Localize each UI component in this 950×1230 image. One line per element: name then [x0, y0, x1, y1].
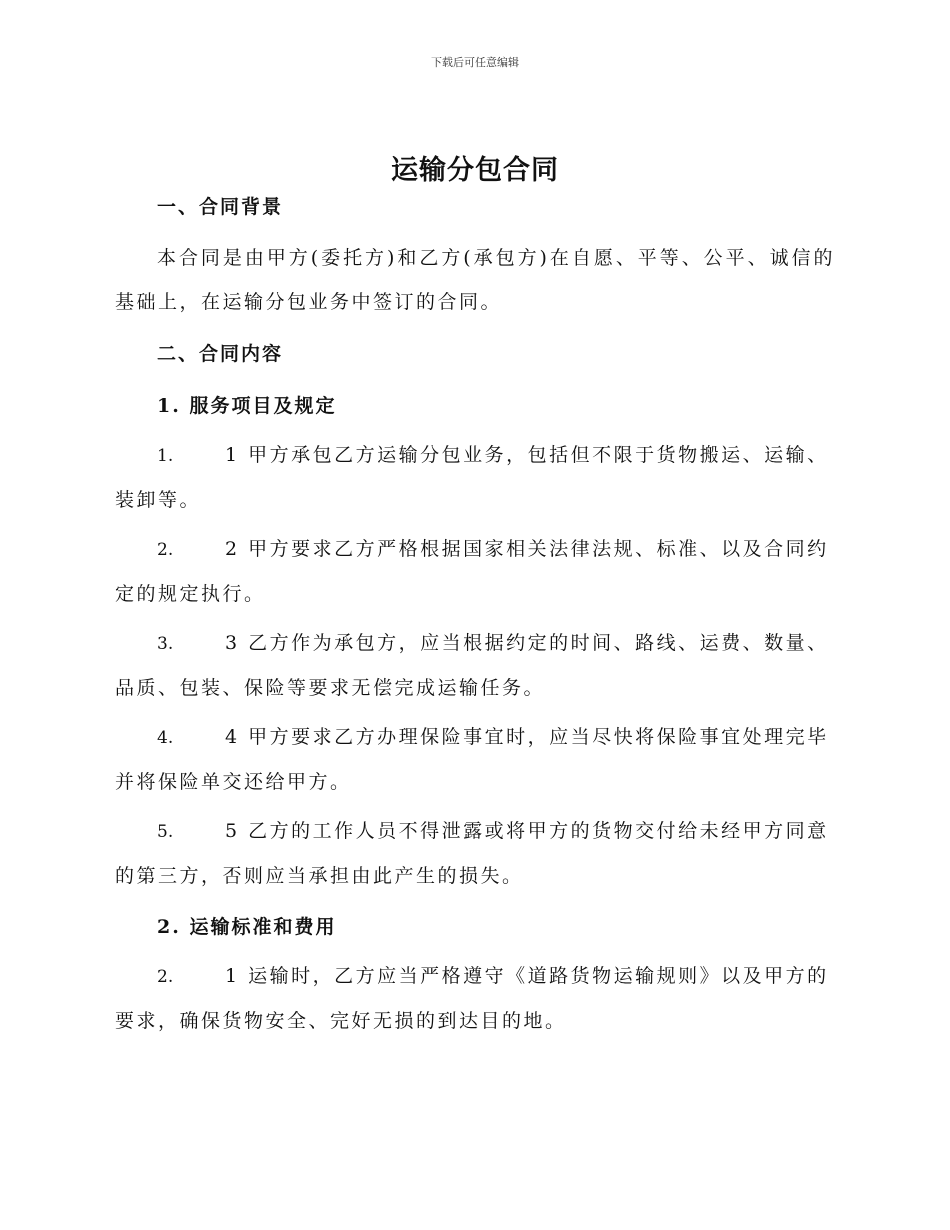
list-item-number: 2.	[157, 540, 174, 560]
list-item	[115, 621, 835, 710]
section-heading-background: 一、合同背景	[157, 196, 284, 218]
subsection-heading-standards: 2. 运输标准和费用	[157, 916, 337, 938]
list-item-text: 2 甲方要求乙方严格根据国家相关法律法规、标准、以及合同约定的规定执行。	[115, 538, 829, 605]
list-item-number: 5.	[157, 822, 174, 842]
list-item-number: 3.	[157, 634, 174, 654]
list-item-text: 1 运输时，乙方应当严格遵守《道路货物运输规则》以及甲方的要求，确保货物安全、完好无损的到达目的地。	[115, 965, 829, 1032]
subsection-heading-services: 1. 服务项目及规定	[157, 395, 337, 417]
list-item-text: 3 乙方作为承包方，应当根据约定的时间、路线、运费、数量、品质、包装、保险等要求无偿完成运输任务。	[115, 632, 829, 699]
list-item-number: 4.	[157, 728, 174, 748]
document-title: 运输分包合同	[391, 155, 559, 186]
list-item	[115, 527, 835, 616]
background-paragraph: 本合同是由甲方(委托方)和乙方(承包方)在自愿、平等、公平、诚信的基础上，在运输分包业务中签订的合同。	[115, 247, 835, 313]
section-heading-content: 二、合同内容	[157, 343, 284, 365]
header-note: 下载后可任意编辑	[431, 56, 519, 69]
list-item	[115, 809, 835, 898]
list-item	[115, 715, 835, 804]
list-item-text: 5 乙方的工作人员不得泄露或将甲方的货物交付给未经甲方同意的第三方，否则应当承担由此产生的损失。	[115, 820, 829, 887]
list-item-number: 2.	[157, 967, 174, 987]
list-item-text: 4 甲方要求乙方办理保险事宜时，应当尽快将保险事宜处理完毕并将保险单交还给甲方。	[115, 726, 829, 793]
list-item	[115, 954, 835, 1043]
list-item	[115, 433, 835, 522]
list-item-number: 1.	[157, 446, 174, 466]
list-item-text: 1 甲方承包乙方运输分包业务，包括但不限于货物搬运、运输、装卸等。	[115, 444, 829, 511]
